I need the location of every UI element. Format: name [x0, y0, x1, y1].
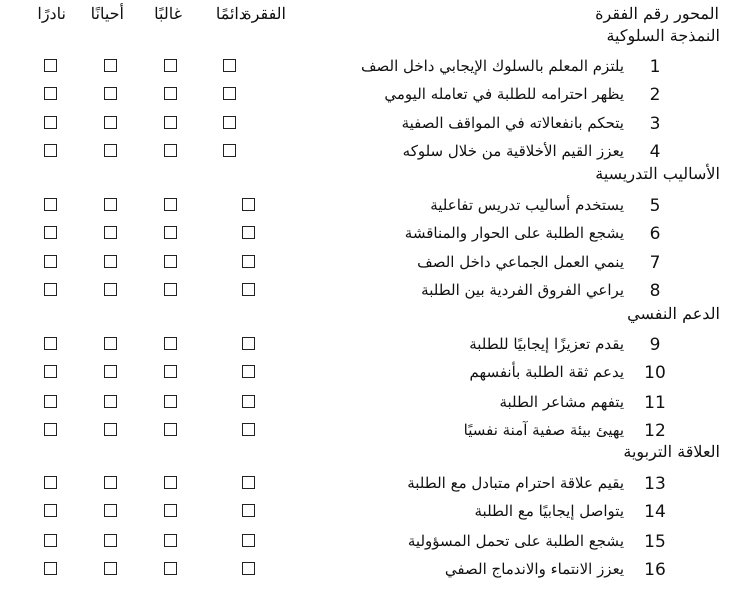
header-always: دائمًا	[215, 4, 246, 23]
checkbox-rarely[interactable]	[44, 337, 57, 350]
checkbox-rarely[interactable]	[44, 423, 57, 436]
section-title: الدعم النفسي	[627, 304, 720, 323]
checkbox-rarely[interactable]	[44, 226, 57, 239]
checkbox-often[interactable]	[164, 423, 177, 436]
item-text: يتفهم مشاعر الطلبة	[499, 393, 624, 411]
checkbox-rarely[interactable]	[44, 59, 57, 72]
checkbox-rarely[interactable]	[44, 283, 57, 296]
item-number: 2	[649, 85, 661, 105]
checkbox-often[interactable]	[164, 255, 177, 268]
checkbox-often[interactable]	[164, 337, 177, 350]
checkbox-always[interactable]	[242, 198, 255, 211]
item-number: 13	[644, 474, 666, 494]
header-item: الفقرة	[243, 4, 286, 23]
item-text: يراعي الفروق الفردية بين الطلبة	[421, 281, 624, 299]
checkbox-sometimes[interactable]	[104, 423, 117, 436]
checkbox-rarely[interactable]	[44, 365, 57, 378]
item-number: 14	[644, 502, 666, 522]
checkbox-always[interactable]	[242, 423, 255, 436]
checkbox-sometimes[interactable]	[104, 395, 117, 408]
checkbox-rarely[interactable]	[44, 504, 57, 517]
item-number: 3	[649, 114, 661, 134]
item-text: يقيم علاقة احترام متبادل مع الطلبة	[407, 474, 624, 492]
checkbox-rarely[interactable]	[44, 116, 57, 129]
header-often: غالبًا	[154, 4, 182, 23]
checkbox-sometimes[interactable]	[104, 562, 117, 575]
checkbox-sometimes[interactable]	[104, 504, 117, 517]
checkbox-often[interactable]	[164, 504, 177, 517]
item-text: يهيئ بيئة صفية آمنة نفسيًا	[463, 421, 624, 439]
header-axis: المحور	[674, 4, 719, 23]
item-number: 11	[644, 393, 666, 413]
item-text: يتواصل إيجابيًا مع الطلبة	[474, 502, 624, 520]
item-text: يعزز الانتماء والاندماج الصفي	[444, 560, 624, 578]
item-text: يستخدم أساليب تدريس تفاعلية	[430, 196, 624, 214]
checkbox-often[interactable]	[164, 87, 177, 100]
checkbox-always[interactable]	[242, 283, 255, 296]
checkbox-rarely[interactable]	[44, 476, 57, 489]
item-number: 16	[644, 560, 666, 580]
checkbox-rarely[interactable]	[44, 395, 57, 408]
checkbox-often[interactable]	[164, 116, 177, 129]
checkbox-always[interactable]	[242, 337, 255, 350]
checkbox-always[interactable]	[242, 226, 255, 239]
checkbox-always[interactable]	[223, 144, 236, 157]
checkbox-sometimes[interactable]	[104, 534, 117, 547]
item-number: 8	[649, 281, 661, 301]
checkbox-rarely[interactable]	[44, 198, 57, 211]
checkbox-always[interactable]	[242, 562, 255, 575]
checkbox-often[interactable]	[164, 534, 177, 547]
checkbox-often[interactable]	[164, 283, 177, 296]
checkbox-often[interactable]	[164, 365, 177, 378]
item-number: 1	[649, 57, 661, 77]
section-title: العلاقة التربوية	[623, 442, 720, 461]
item-number: 9	[649, 335, 661, 355]
checkbox-always[interactable]	[242, 534, 255, 547]
checkbox-always[interactable]	[242, 255, 255, 268]
checkbox-sometimes[interactable]	[104, 87, 117, 100]
item-text: يشجع الطلبة على تحمل المسؤولية	[407, 532, 624, 550]
checkbox-rarely[interactable]	[44, 87, 57, 100]
checkbox-always[interactable]	[223, 116, 236, 129]
checkbox-rarely[interactable]	[44, 255, 57, 268]
item-number: 7	[649, 253, 661, 273]
checkbox-always[interactable]	[242, 365, 255, 378]
item-text: يظهر احترامه للطلبة في تعامله اليومي	[384, 85, 624, 103]
checkbox-sometimes[interactable]	[104, 255, 117, 268]
item-number: 12	[644, 421, 666, 441]
header-item-number: رقم الفقرة	[595, 4, 669, 23]
checkbox-sometimes[interactable]	[104, 476, 117, 489]
checkbox-always[interactable]	[242, 395, 255, 408]
item-text: يشجع الطلبة على الحوار والمناقشة	[404, 224, 624, 242]
header-rarely: نادرًا	[37, 4, 66, 23]
checkbox-often[interactable]	[164, 59, 177, 72]
item-text: يعزز القيم الأخلاقية من خلال سلوكه	[402, 142, 624, 160]
checkbox-often[interactable]	[164, 562, 177, 575]
item-number: 10	[644, 363, 666, 383]
item-number: 15	[644, 532, 666, 552]
item-text: يقدم تعزيزًا إيجابيًا للطلبة	[469, 335, 624, 353]
checkbox-often[interactable]	[164, 226, 177, 239]
checkbox-often[interactable]	[164, 395, 177, 408]
checkbox-sometimes[interactable]	[104, 283, 117, 296]
checkbox-rarely[interactable]	[44, 562, 57, 575]
item-text: ينمي العمل الجماعي داخل الصف	[417, 253, 624, 271]
item-text: يلتزم المعلم بالسلوك الإيجابي داخل الصف	[360, 57, 624, 75]
item-text: يتحكم بانفعالاته في المواقف الصفية	[401, 114, 624, 132]
checkbox-rarely[interactable]	[44, 534, 57, 547]
checkbox-always[interactable]	[223, 87, 236, 100]
checkbox-rarely[interactable]	[44, 144, 57, 157]
item-number: 6	[649, 224, 661, 244]
checkbox-always[interactable]	[242, 504, 255, 517]
checkbox-sometimes[interactable]	[104, 337, 117, 350]
checkbox-always[interactable]	[223, 59, 236, 72]
section-title: النمذجة السلوكية	[606, 26, 720, 45]
section-title: الأساليب التدريسية	[595, 164, 720, 183]
checkbox-always[interactable]	[242, 476, 255, 489]
item-number: 4	[649, 142, 661, 162]
checkbox-often[interactable]	[164, 144, 177, 157]
header-sometimes: أحيانًا	[90, 4, 124, 23]
item-number: 5	[649, 196, 661, 216]
checkbox-sometimes[interactable]	[104, 116, 117, 129]
checkbox-sometimes[interactable]	[104, 198, 117, 211]
checkbox-often[interactable]	[164, 476, 177, 489]
checkbox-sometimes[interactable]	[104, 59, 117, 72]
checkbox-sometimes[interactable]	[104, 226, 117, 239]
checkbox-sometimes[interactable]	[104, 365, 117, 378]
checkbox-often[interactable]	[164, 198, 177, 211]
item-text: يدعم ثقة الطلبة بأنفسهم	[469, 363, 624, 381]
checkbox-sometimes[interactable]	[104, 144, 117, 157]
